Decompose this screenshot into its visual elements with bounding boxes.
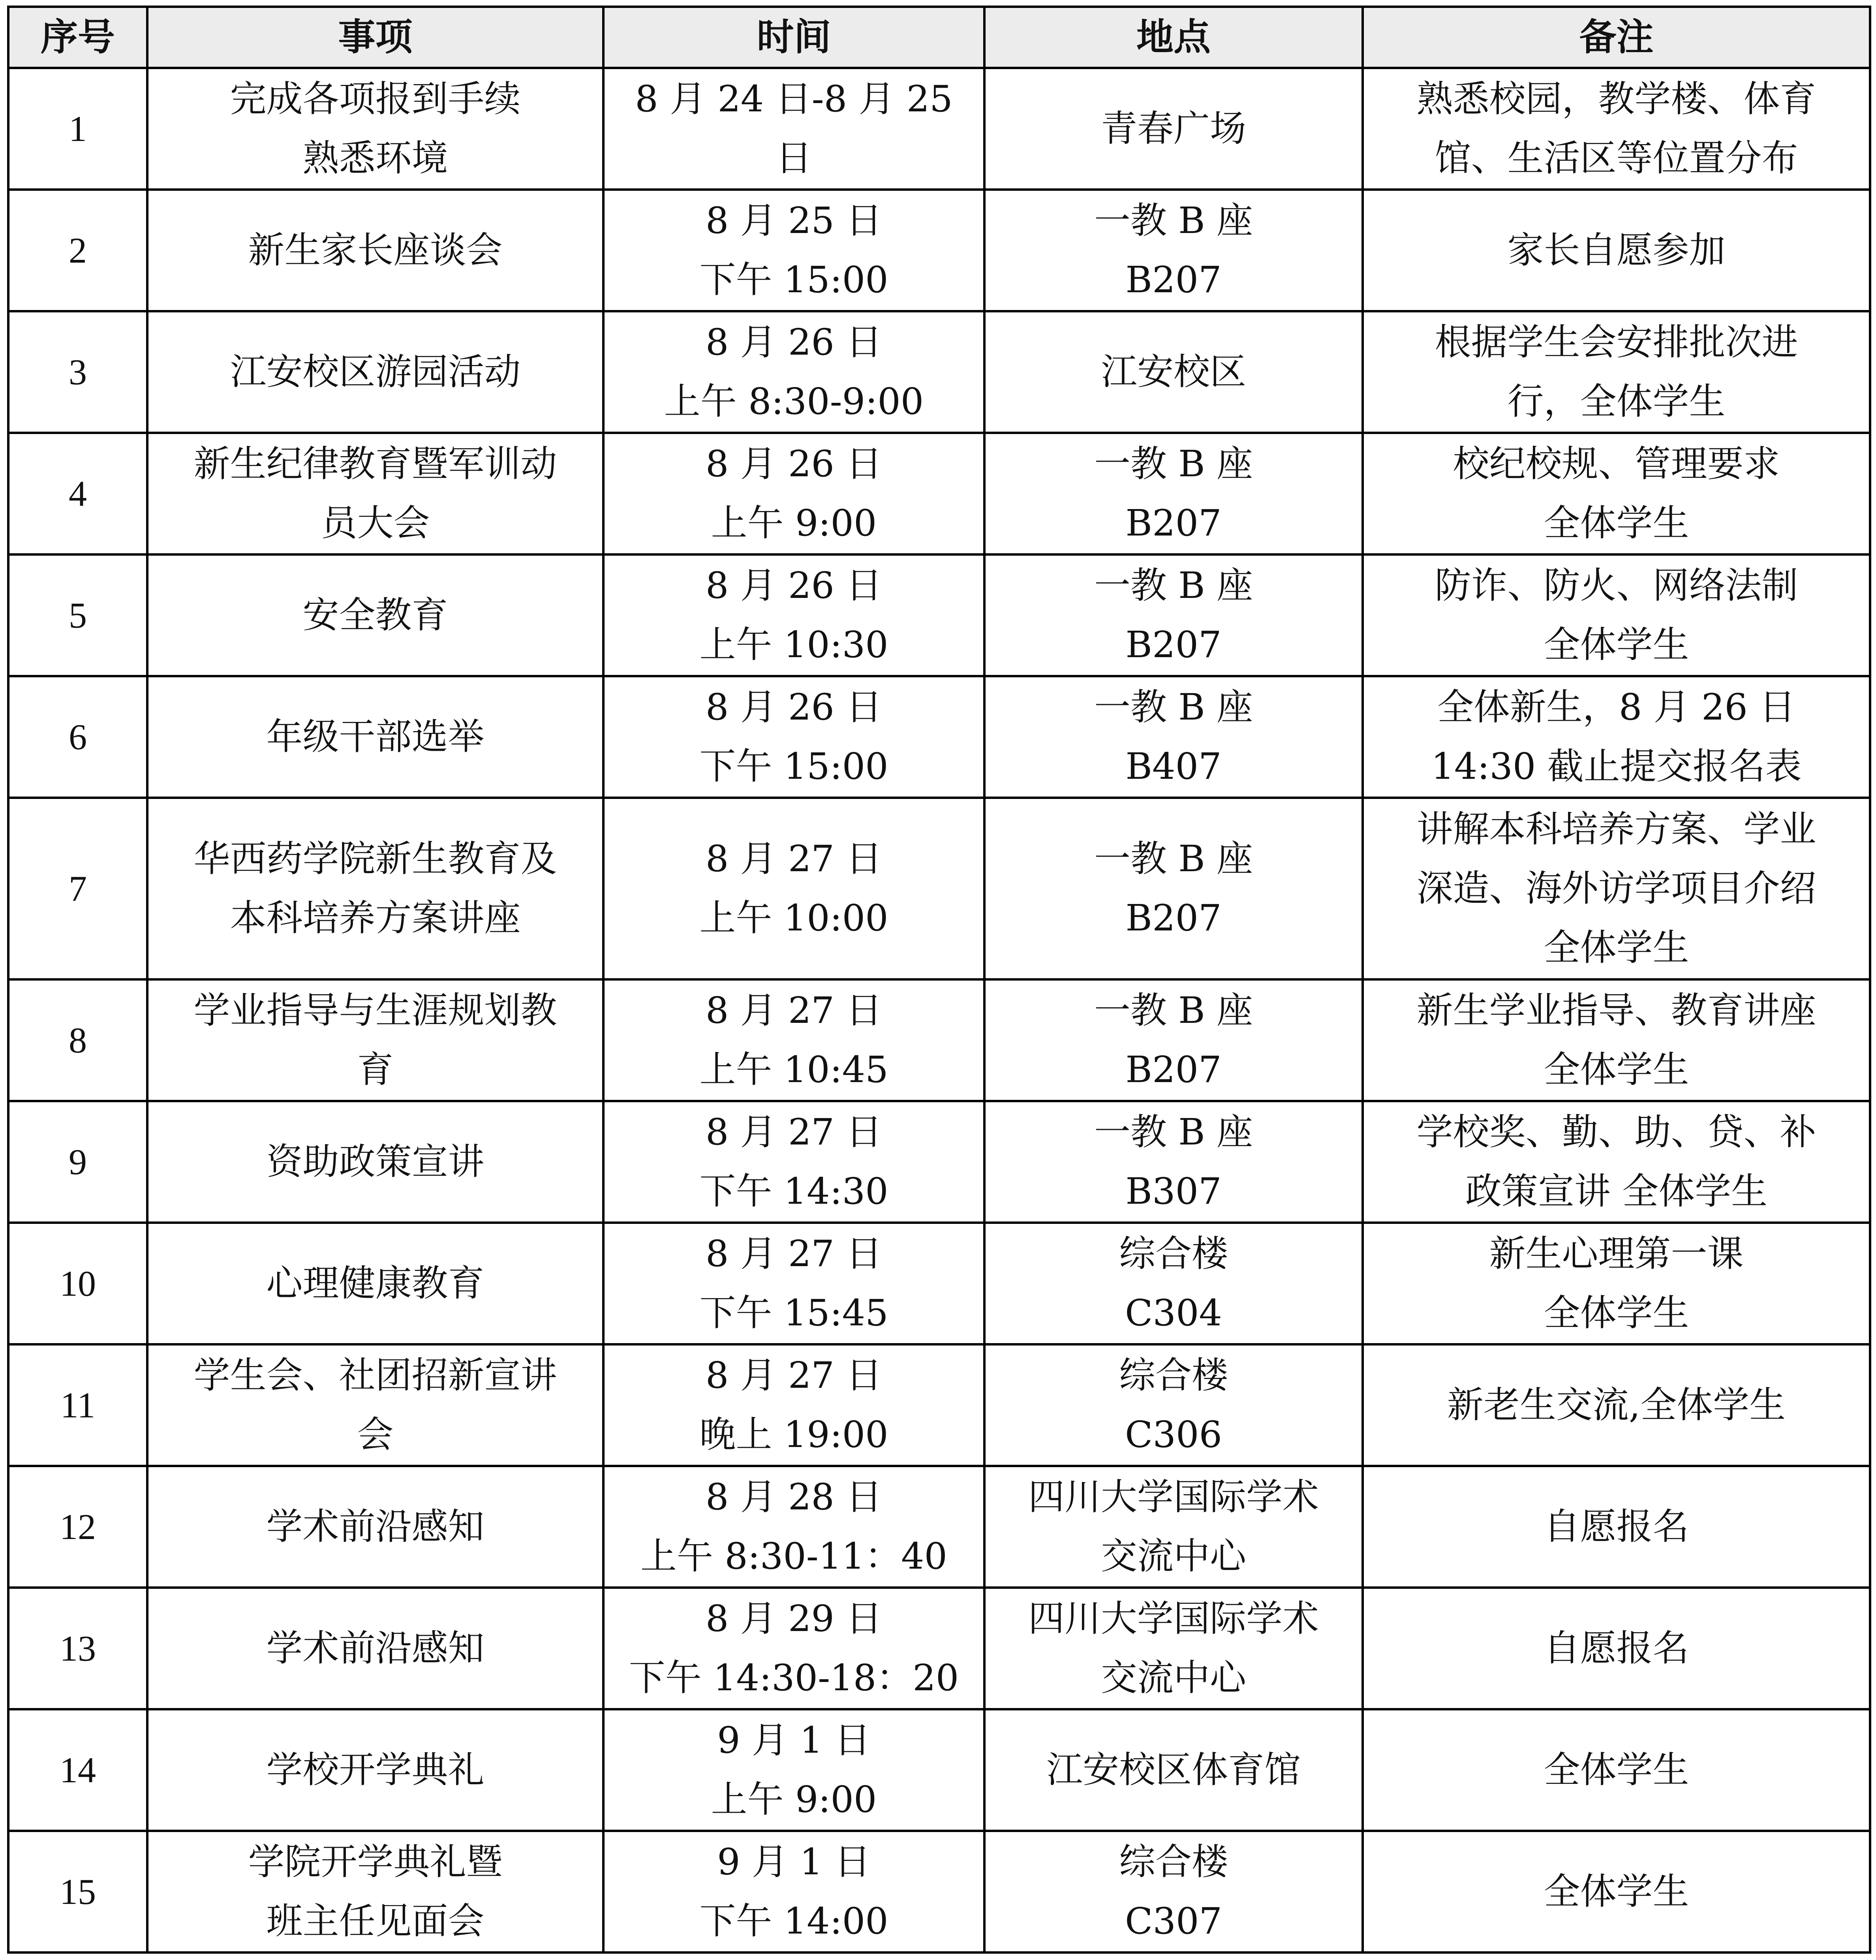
- cell-item: 学校开学典礼: [147, 1709, 603, 1831]
- cell-note: 校纪校规、管理要求 全体学生: [1363, 433, 1870, 554]
- cell-no: 1: [8, 68, 147, 190]
- cell-item: 心理健康教育: [147, 1223, 603, 1344]
- table-row: [8, 311, 1870, 433]
- cell-place: 江安校区: [984, 311, 1363, 433]
- table-row: [8, 1709, 1870, 1831]
- table-row: [8, 1466, 1870, 1588]
- cell-note: 新生学业指导、教育讲座 全体学生: [1363, 979, 1870, 1101]
- cell-no: 9: [8, 1101, 147, 1223]
- header-row: [8, 7, 1870, 68]
- cell-item: 年级干部选举: [147, 676, 603, 798]
- cell-place: 一教 B 座 B207: [984, 190, 1363, 311]
- cell-place: 江安校区体育馆: [984, 1709, 1363, 1831]
- schedule-table: [7, 6, 1871, 1954]
- cell-place: 综合楼 C304: [984, 1223, 1363, 1344]
- table-row: [8, 979, 1870, 1101]
- cell-no: 12: [8, 1466, 147, 1588]
- table-row: [8, 1831, 1870, 1952]
- cell-place: 一教 B 座 B307: [984, 1101, 1363, 1223]
- cell-no: 7: [8, 798, 147, 979]
- header-time: 时间: [603, 7, 984, 68]
- cell-note: 全体学生: [1363, 1831, 1870, 1952]
- cell-time: 8 月 28 日 上午 8:30-11：40: [603, 1466, 984, 1588]
- cell-item: 学术前沿感知: [147, 1466, 603, 1588]
- cell-time: 8 月 27 日 上午 10:45: [603, 979, 984, 1101]
- header-item: 事项: [147, 7, 603, 68]
- cell-note: 自愿报名: [1363, 1588, 1870, 1709]
- cell-note: 新老生交流,全体学生: [1363, 1344, 1870, 1466]
- table-row: [8, 190, 1870, 311]
- cell-time: 8 月 26 日 上午 8:30-9:00: [603, 311, 984, 433]
- cell-item: 学生会、社团招新宣讲 会: [147, 1344, 603, 1466]
- table-row: [8, 1588, 1870, 1709]
- cell-note: 全体新生，8 月 26 日 14:30 截止提交报名表: [1363, 676, 1870, 798]
- cell-note: 熟悉校园，教学楼、体育 馆、生活区等位置分布: [1363, 68, 1870, 190]
- cell-no: 14: [8, 1709, 147, 1831]
- cell-item: 安全教育: [147, 554, 603, 676]
- cell-place: 综合楼 C307: [984, 1831, 1363, 1952]
- cell-place: 一教 B 座 B207: [984, 554, 1363, 676]
- cell-time: 8 月 27 日 上午 10:00: [603, 798, 984, 979]
- cell-item: 完成各项报到手续 熟悉环境: [147, 68, 603, 190]
- cell-time: 9 月 1 日 上午 9:00: [603, 1709, 984, 1831]
- cell-no: 15: [8, 1831, 147, 1952]
- header-no: 序号: [8, 7, 147, 68]
- cell-item: 华西药学院新生教育及 本科培养方案讲座: [147, 798, 603, 979]
- cell-item: 江安校区游园活动: [147, 311, 603, 433]
- cell-place: 青春广场: [984, 68, 1363, 190]
- cell-time: 8 月 26 日 上午 10:30: [603, 554, 984, 676]
- cell-item: 资助政策宣讲: [147, 1101, 603, 1223]
- cell-item: 学业指导与生涯规划教 育: [147, 979, 603, 1101]
- cell-time: 8 月 27 日 下午 14:30: [603, 1101, 984, 1223]
- cell-time: 8 月 27 日 下午 15:45: [603, 1223, 984, 1344]
- cell-no: 10: [8, 1223, 147, 1344]
- cell-no: 6: [8, 676, 147, 798]
- cell-place: 综合楼 C306: [984, 1344, 1363, 1466]
- table-row: [8, 1223, 1870, 1344]
- cell-time: 8 月 27 日 晚上 19:00: [603, 1344, 984, 1466]
- cell-no: 2: [8, 190, 147, 311]
- table-row: [8, 68, 1870, 190]
- schedule-document: [7, 6, 1869, 1954]
- cell-place: 一教 B 座 B207: [984, 798, 1363, 979]
- cell-no: 13: [8, 1588, 147, 1709]
- cell-note: 全体学生: [1363, 1709, 1870, 1831]
- cell-note: 自愿报名: [1363, 1466, 1870, 1588]
- cell-note: 根据学生会安排批次进 行，全体学生: [1363, 311, 1870, 433]
- table-row: [8, 433, 1870, 554]
- cell-note: 防诈、防火、网络法制 全体学生: [1363, 554, 1870, 676]
- cell-item: 新生家长座谈会: [147, 190, 603, 311]
- cell-no: 5: [8, 554, 147, 676]
- table-row: [8, 676, 1870, 798]
- cell-note: 学校奖、勤、助、贷、补 政策宣讲 全体学生: [1363, 1101, 1870, 1223]
- cell-item: 新生纪律教育暨军训动 员大会: [147, 433, 603, 554]
- header-place: 地点: [984, 7, 1363, 68]
- cell-no: 8: [8, 979, 147, 1101]
- cell-note: 家长自愿参加: [1363, 190, 1870, 311]
- cell-time: 8 月 26 日 下午 15:00: [603, 676, 984, 798]
- cell-time: 9 月 1 日 下午 14:00: [603, 1831, 984, 1952]
- cell-place: 一教 B 座 B207: [984, 979, 1363, 1101]
- cell-item: 学院开学典礼暨 班主任见面会: [147, 1831, 603, 1952]
- cell-place: 一教 B 座 B407: [984, 676, 1363, 798]
- header-note: 备注: [1363, 7, 1870, 68]
- cell-note: 讲解本科培养方案、学业 深造、海外访学项目介绍 全体学生: [1363, 798, 1870, 979]
- cell-time: 8 月 29 日 下午 14:30-18：20: [603, 1588, 984, 1709]
- cell-time: 8 月 24 日-8 月 25 日: [603, 68, 984, 190]
- cell-no: 4: [8, 433, 147, 554]
- cell-no: 11: [8, 1344, 147, 1466]
- cell-item: 学术前沿感知: [147, 1588, 603, 1709]
- table-row: [8, 798, 1870, 979]
- cell-time: 8 月 26 日 上午 9:00: [603, 433, 984, 554]
- table-row: [8, 1344, 1870, 1466]
- cell-place: 一教 B 座 B207: [984, 433, 1363, 554]
- table-row: [8, 554, 1870, 676]
- cell-no: 3: [8, 311, 147, 433]
- cell-note: 新生心理第一课 全体学生: [1363, 1223, 1870, 1344]
- table-row: [8, 1101, 1870, 1223]
- cell-place: 四川大学国际学术 交流中心: [984, 1466, 1363, 1588]
- cell-place: 四川大学国际学术 交流中心: [984, 1588, 1363, 1709]
- cell-time: 8 月 25 日 下午 15:00: [603, 190, 984, 311]
